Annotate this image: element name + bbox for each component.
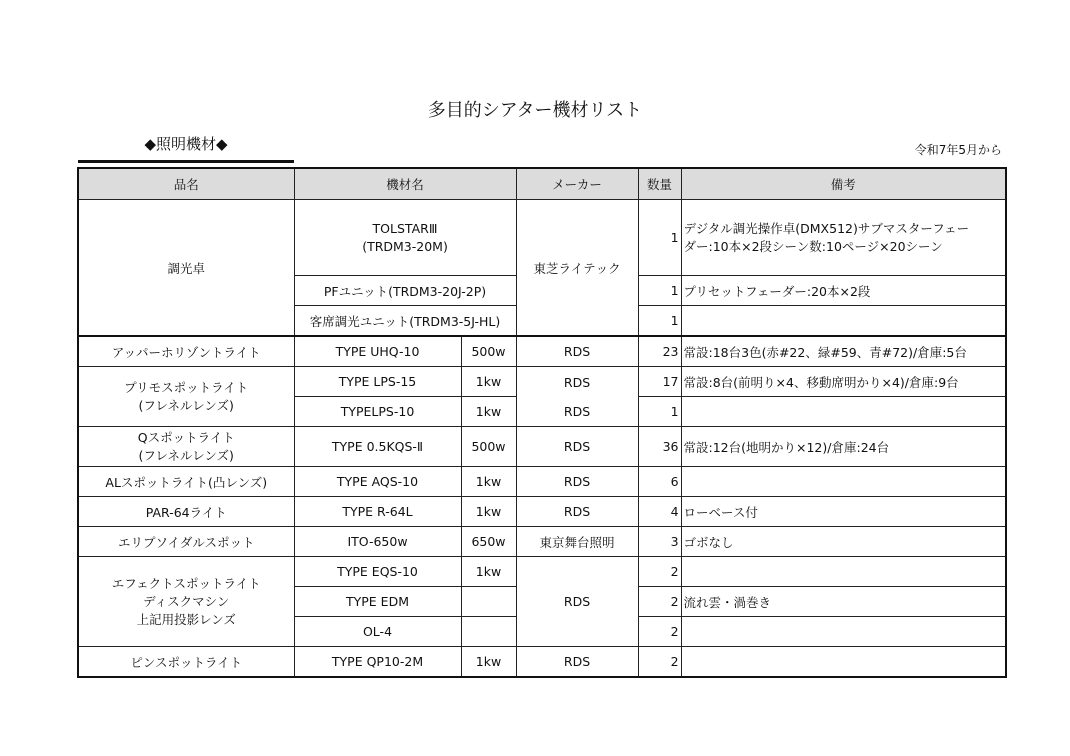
item-qty: 2 <box>638 557 681 587</box>
item-qty: 3 <box>638 527 681 557</box>
item-qty: 1 <box>638 397 681 427</box>
page-title: 多目的シアター機材リスト <box>427 100 643 121</box>
item-note <box>681 557 1006 587</box>
item-note: 常設:18台3色(赤#22、緑#59、青#72)/倉庫:5台 <box>681 336 1006 367</box>
item-qty: 36 <box>638 427 681 467</box>
item-note: 流れ雲・渦巻き <box>681 587 1006 617</box>
section-heading: ◆照明機材◆ <box>78 133 294 163</box>
table-row <box>78 200 1006 276</box>
item-qty: 2 <box>638 617 681 647</box>
item-qty: 2 <box>638 587 681 617</box>
item-note: プリセットフェーダー:20本×2段 <box>681 276 1006 306</box>
item-maker: RDS <box>516 467 638 497</box>
item-watt: 1kw <box>461 557 516 587</box>
header-note: 備考 <box>681 168 1006 200</box>
item-model: TYPELPS-10 <box>294 397 461 427</box>
item-watt: 1kw <box>461 367 516 397</box>
table-row <box>78 336 1006 367</box>
item-maker: RDS <box>516 497 638 527</box>
item-note <box>681 306 1006 337</box>
item-model: TYPE LPS-15 <box>294 367 461 397</box>
item-note <box>681 617 1006 647</box>
item-note: ゴボなし <box>681 527 1006 557</box>
item-note: ローベース付 <box>681 497 1006 527</box>
table-header-row <box>78 168 1006 200</box>
equipment-table <box>77 167 1007 678</box>
table-row <box>78 367 1006 397</box>
item-maker: 東京舞台照明 <box>516 527 638 557</box>
table-row <box>78 497 1006 527</box>
item-maker: 東芝ライテック <box>516 200 638 337</box>
header-maker: メーカー <box>516 168 638 200</box>
item-note <box>681 647 1006 678</box>
item-watt: 1kw <box>461 397 516 427</box>
item-qty: 1 <box>638 276 681 306</box>
item-model: TYPE EQS-10 <box>294 557 461 587</box>
item-name: PAR-64ライト <box>78 497 294 527</box>
table-row <box>78 557 1006 587</box>
item-name: 調光卓 <box>78 200 294 337</box>
item-model: TYPE R-64L <box>294 497 461 527</box>
header-model: 機材名 <box>294 168 516 200</box>
item-model: TOLSTARⅢ (TRDM3-20M) <box>294 200 516 276</box>
date-note: 令和7年5月から <box>914 143 1002 157</box>
item-watt: 1kw <box>461 647 516 678</box>
item-qty: 17 <box>638 367 681 397</box>
item-watt: 650w <box>461 527 516 557</box>
item-note <box>681 397 1006 427</box>
item-model: PFユニット(TRDM3-20J-2P) <box>294 276 516 306</box>
item-model: TYPE UHQ-10 <box>294 336 461 367</box>
item-maker: RDS <box>516 427 638 467</box>
item-watt: 1kw <box>461 467 516 497</box>
item-maker: RDS RDS <box>516 367 638 427</box>
item-note: 常設:12台(地明かり×12)/倉庫:24台 <box>681 427 1006 467</box>
header-qty: 数量 <box>638 168 681 200</box>
item-name: エリプソイダルスポット <box>78 527 294 557</box>
item-model: TYPE AQS-10 <box>294 467 461 497</box>
item-note: デジタル調光操作卓(DMX512)サブマスターフェー ダー:10本×2段シーン数:10ページ×20シーン <box>681 200 1006 276</box>
item-model: ITO-650w <box>294 527 461 557</box>
item-name: アッパーホリゾントライト <box>78 336 294 367</box>
item-name: ピンスポットライト <box>78 647 294 678</box>
item-model: TYPE EDM <box>294 587 461 617</box>
table-row <box>78 647 1006 678</box>
item-name: エフェクトスポットライト ディスクマシン 上記用投影レンズ <box>78 557 294 647</box>
header-name: 品名 <box>78 168 294 200</box>
item-model: TYPE 0.5KQS-Ⅱ <box>294 427 461 467</box>
table-row <box>78 467 1006 497</box>
item-model: OL-4 <box>294 617 461 647</box>
item-qty: 2 <box>638 647 681 678</box>
item-watt: 500w <box>461 336 516 367</box>
item-watt: 1kw <box>461 497 516 527</box>
item-name: プリモスポットライト (フレネルレンズ) <box>78 367 294 427</box>
item-name: ALスポットライト(凸レンズ) <box>78 467 294 497</box>
table-row <box>78 527 1006 557</box>
item-qty: 6 <box>638 467 681 497</box>
item-qty: 1 <box>638 306 681 337</box>
item-maker: RDS <box>516 557 638 647</box>
item-model: 客席調光ユニット(TRDM3-5J-HL) <box>294 306 516 337</box>
item-qty: 4 <box>638 497 681 527</box>
item-maker: RDS <box>516 647 638 678</box>
item-watt <box>461 587 516 617</box>
item-maker: RDS <box>516 336 638 367</box>
item-qty: 1 <box>638 200 681 276</box>
item-qty: 23 <box>638 336 681 367</box>
item-watt: 500w <box>461 427 516 467</box>
item-note: 常設:8台(前明り×4、移動席明かり×4)/倉庫:9台 <box>681 367 1006 397</box>
item-watt <box>461 617 516 647</box>
item-model: TYPE QP10-2M <box>294 647 461 678</box>
item-note <box>681 467 1006 497</box>
item-name: Qスポットライト (フレネルレンズ) <box>78 427 294 467</box>
table-row <box>78 427 1006 467</box>
